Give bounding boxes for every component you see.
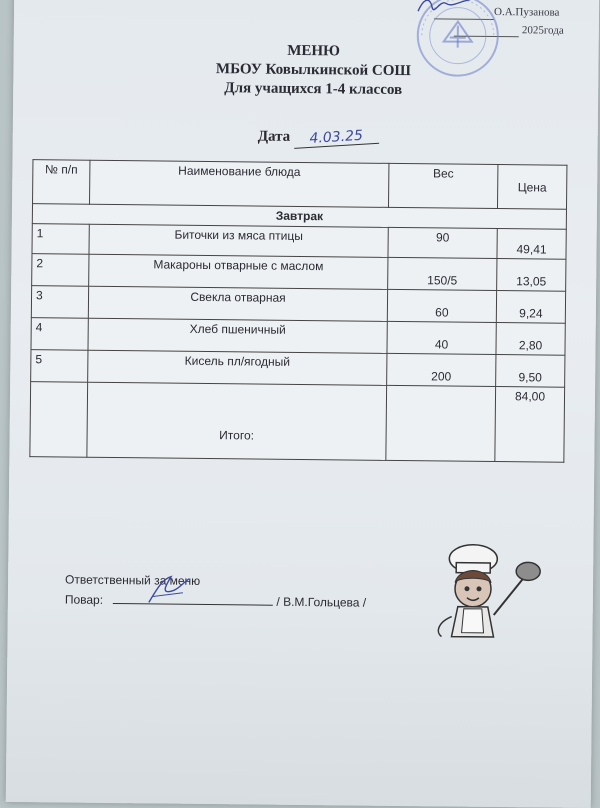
row-dish: Макароны отварные с маслом	[89, 254, 388, 289]
total-label: Итого:	[87, 382, 387, 460]
approval-year: 2025года	[521, 24, 564, 37]
row-weight: 150/5	[388, 257, 497, 290]
row-price: 13,05	[497, 259, 566, 292]
cook-name: / В.М.Гольцева /	[276, 594, 367, 610]
grade-range: Для учащихся 1-4 классов	[224, 80, 403, 99]
cook-label: Повар:	[64, 592, 104, 607]
date-row	[258, 129, 379, 147]
row-number: 2	[32, 254, 89, 287]
row-dish: Хлеб пшеничный	[88, 318, 387, 353]
cook-signature-line	[113, 591, 273, 606]
menu-table	[29, 159, 567, 463]
col-weight: Вес	[388, 163, 497, 208]
row-weight: 60	[387, 289, 496, 322]
row-dish: Свекла отварная	[88, 286, 387, 321]
chef-mascot-icon	[427, 536, 548, 657]
row-price: 9,24	[496, 291, 565, 324]
col-number: № п/п	[33, 160, 90, 205]
menu-title: МЕНЮ	[287, 42, 341, 60]
col-price: Цена	[497, 165, 566, 210]
menu-sheet	[6, 0, 600, 808]
section-breakfast: Завтрак	[32, 204, 566, 230]
total-value: 84,00	[495, 387, 565, 463]
table-header-row	[33, 160, 567, 210]
total-empty-cell	[30, 382, 88, 458]
signature-icon	[414, 0, 474, 18]
approval-name: О.А.Пузанова	[493, 5, 560, 19]
row-dish: Биточки из мяса птицы	[89, 224, 388, 257]
row-number: 4	[31, 318, 88, 351]
row-price: 9,50	[496, 355, 565, 388]
date-value: 4.03.25	[294, 127, 380, 149]
row-weight: 40	[387, 321, 496, 354]
row-number: 3	[31, 286, 88, 319]
row-number: 1	[32, 224, 89, 255]
total-weight-cell	[386, 385, 496, 461]
col-dish-name: Наименование блюда	[90, 160, 389, 207]
responsible-label: Ответственный за меню	[65, 572, 201, 588]
row-price: 2,80	[496, 323, 565, 356]
signature-icon	[143, 568, 193, 609]
row-weight: 90	[388, 227, 497, 258]
row-dish: Кисель пл/ягодный	[88, 350, 387, 385]
row-weight: 200	[387, 353, 496, 386]
row-number: 5	[31, 350, 88, 383]
school-name: МБОУ Ковылкинской СОШ	[215, 61, 411, 80]
cook-line	[65, 591, 366, 610]
total-row	[30, 382, 565, 463]
row-price: 49,41	[497, 229, 566, 260]
date-label: Дата	[257, 128, 291, 145]
